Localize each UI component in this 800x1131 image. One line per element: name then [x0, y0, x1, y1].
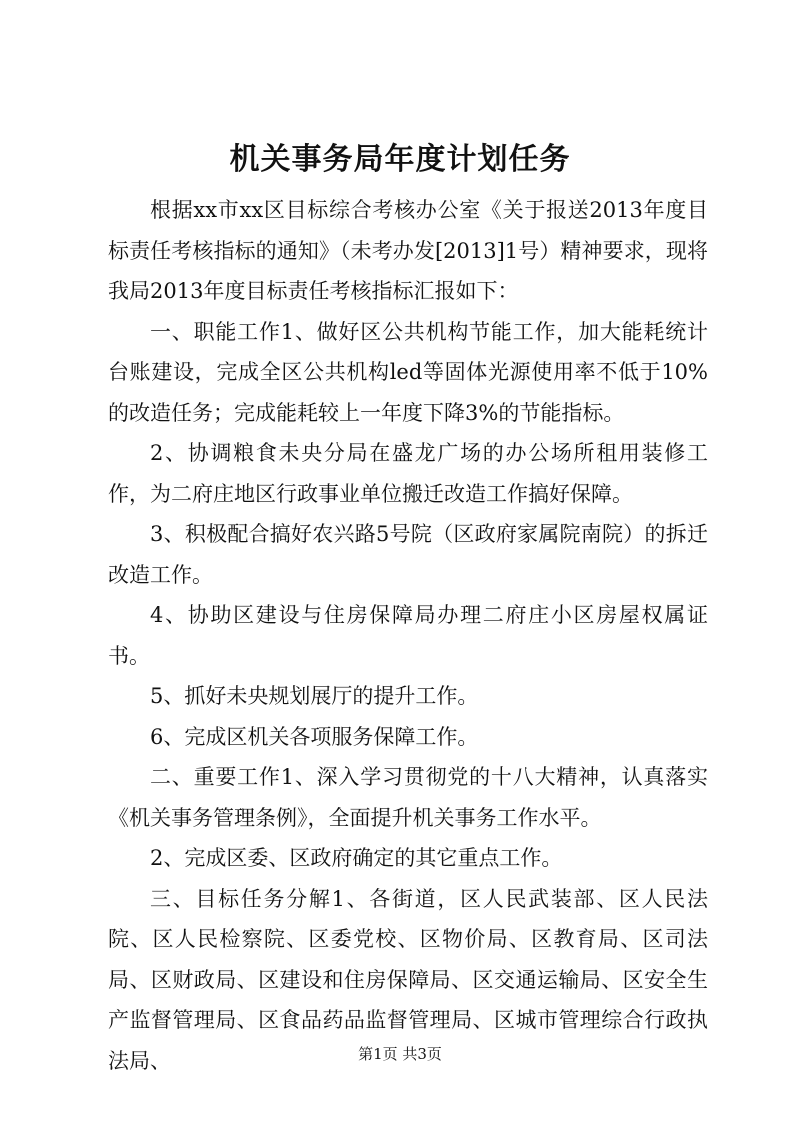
page-title: 机关事务局年度计划任务: [229, 142, 571, 177]
paragraph: 2、协调粮食未央分局在盛龙广场的办公场所租用装修工作，为二府庄地区行政事业单位搬迁改造工作搞好保障。: [108, 441, 708, 506]
paragraph: 二、重要工作1、深入学习贯彻党的十八大精神，认真落实《机关事务管理条例》，全面提升机关事务工作水平。: [108, 765, 708, 830]
paragraph: 3、积极配合搞好农兴路5号院（区政府家属院南院）的拆迁改造工作。: [108, 522, 708, 587]
paragraph: 5、抓好未央规划展厅的提升工作。: [150, 684, 479, 708]
paragraph: 根据xx市xx区目标综合考核办公室《关于报送2013年度目标责任考核指标的通知》（未考办发[2013]1号）精神要求，现将我局2013年度目标责任考核指标汇报如下：: [108, 198, 708, 303]
paragraph: 一、职能工作1、做好区公共机构节能工作，加大能耗统计台账建设，完成全区公共机构led等固体光源使用率不低于10%的改造任务；完成能耗较上一年度下降3%的节能指标。: [108, 319, 708, 425]
paragraph: 6、完成区机关各项服务保障工作。: [150, 724, 479, 749]
document-body: [108, 190, 708, 1081]
paragraph: 4、协助区建设与住房保障局办理二府庄小区房屋权属证书。: [108, 603, 708, 668]
paragraph: 三、目标任务分解1、各街道，区人民武装部、区人民法院、区人民检察院、区委党校、区物价局、区教育局、区司法局、区财政局、区建设和住房保障局、区交通运输局、区安全生产监督管理局、区食品药品监督管理局、区城市管理综合行政执法局、: [108, 886, 708, 1073]
page-number-footer: 第1页 共3页: [358, 1045, 442, 1063]
paragraph: 2、完成区委、区政府确定的其它重点工作。: [150, 846, 563, 870]
